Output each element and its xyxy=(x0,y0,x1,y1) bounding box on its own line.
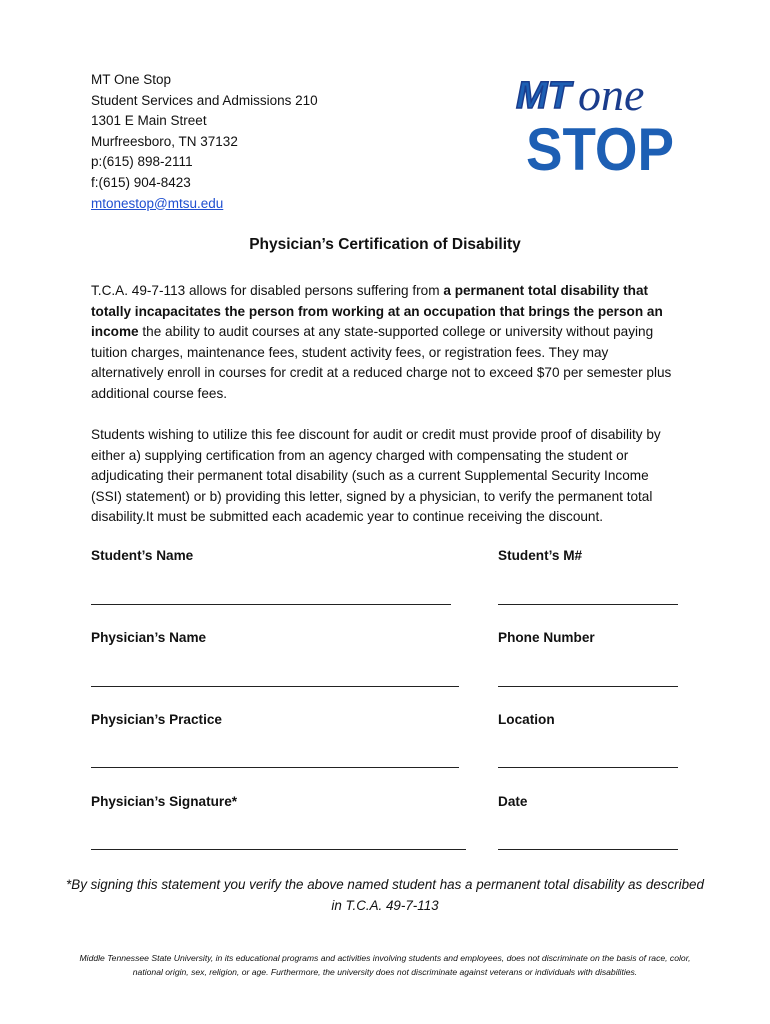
physician-practice-input-line[interactable] xyxy=(91,767,459,768)
email-link[interactable]: mtonestop@mtsu.edu xyxy=(91,195,224,211)
eligibility-text-end: the ability to audit courses at any state-supported college or university without paying tuition charges, maintenance fees, student activity fees, or registration fees. They may alternatively enroll in courses for credit at a reduced charge not to exceed $70 per semester plus additional course fees. xyxy=(91,324,672,401)
address-block xyxy=(91,70,318,214)
nondiscrimination-disclaimer: Middle Tennessee State University, in its educational programs and activities involving students and employees, does not discriminate on the basis of race, color, national origin, sex, religion, or age. Furthermore, the university does not discriminate against veterans or individuals with disabilities. xyxy=(79,953,691,977)
phone-number-input-line[interactable] xyxy=(498,686,678,687)
street-address: 1301 E Main Street xyxy=(91,113,207,129)
physician-signature-input-line[interactable] xyxy=(91,849,466,850)
city-state-zip: Murfreesboro, TN 37132 xyxy=(91,133,238,149)
student-name-label: Student’s Name xyxy=(91,548,194,563)
phone-line: p:(615) 898-2111 xyxy=(91,154,193,170)
location-input-line[interactable] xyxy=(498,767,678,768)
mt-one-stop-logo xyxy=(514,70,684,176)
physician-signature-label: Physician’s Signature* xyxy=(91,794,238,809)
phone-number-label: Phone Number xyxy=(498,630,595,645)
office-name: MT One Stop xyxy=(91,72,172,87)
physician-name-label: Physician’s Name xyxy=(91,630,207,645)
document-title: Physician’s Certification of Disability xyxy=(249,236,521,253)
physician-practice-label: Physician’s Practice xyxy=(91,712,222,727)
logo-one-text: one xyxy=(578,70,645,120)
date-label: Date xyxy=(498,794,528,809)
physician-name-input-line[interactable] xyxy=(91,686,459,687)
eligibility-text-start: T.C.A. 49-7-113 allows for disabled persons suffering from xyxy=(91,283,444,298)
logo-stop-text: STOP xyxy=(526,116,674,176)
student-m-number-label: Student’s M# xyxy=(498,548,583,563)
fax-line: f:(615) 904-8423 xyxy=(91,174,191,190)
logo-mt-text: MT xyxy=(516,75,571,117)
logo-graphic xyxy=(514,70,684,176)
signature-footnote: *By signing this statement you verify the above named student has a permanent total disability as described in T.C.A. 49-7-113 xyxy=(66,877,704,913)
location-label: Location xyxy=(498,712,555,727)
student-m-number-input-line[interactable] xyxy=(498,604,678,605)
eligibility-text-bold: a permanent total disability that totally incapacitates the person from working at an occupation that brings the person an income xyxy=(91,283,663,340)
student-name-input-line[interactable] xyxy=(91,604,451,605)
proof-paragraph: Students wishing to utilize this fee discount for audit or credit must provide proof of disability by either a) supplying certification from an agency charged with compensating the student or adjudicating their permanent total disability (such as a current Supplemental Security Income (SSI) statement) or b) providing this letter, signed by a physician, to verify the permanent total disability.It must be submitted each academic year to continue receiving the discount. xyxy=(91,427,661,525)
office-suite: Student Services and Admissions 210 xyxy=(91,92,318,108)
date-input-line[interactable] xyxy=(498,849,678,850)
eligibility-paragraph xyxy=(91,281,681,405)
